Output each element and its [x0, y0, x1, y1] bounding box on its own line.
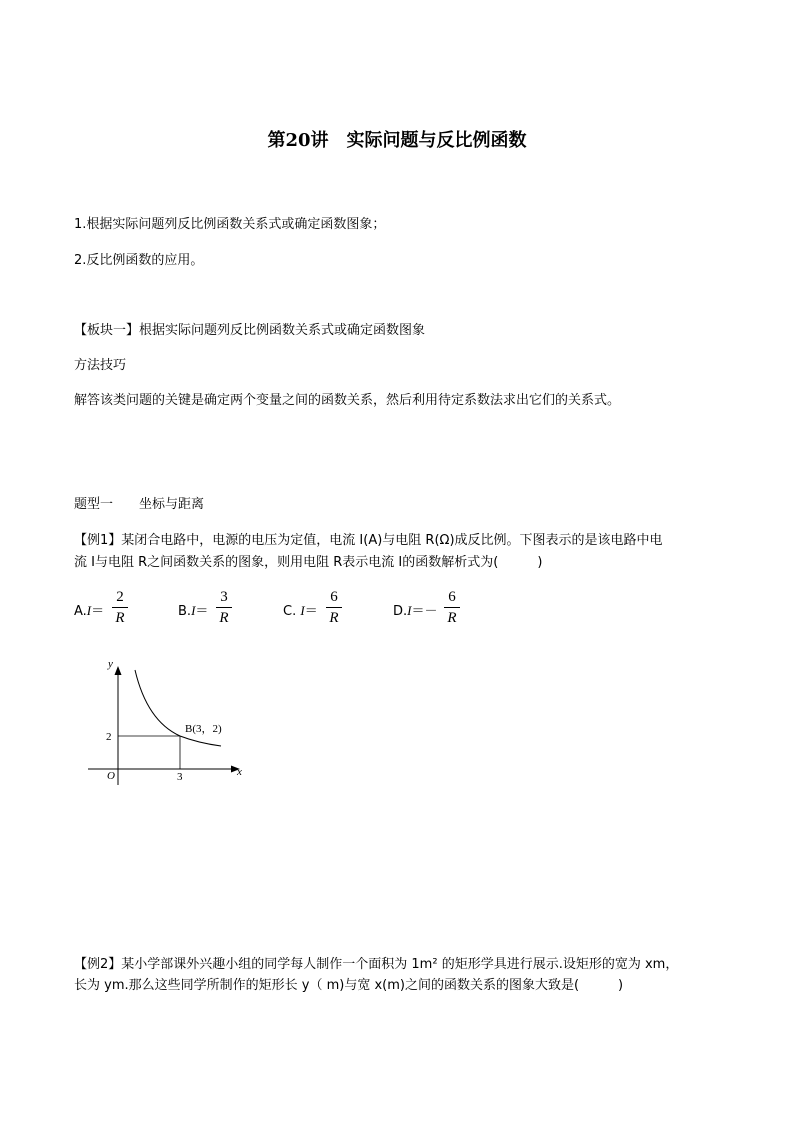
option-d-prefix: D. [393, 604, 408, 619]
x-tick-label: 3 [177, 771, 183, 783]
objective-1: 1.根据实际问题列反比例函数关系式或确定函数图象； [74, 217, 386, 232]
y-axis-arrow [115, 666, 122, 675]
example-1-text-1: 某闭合电路中，电源的电压为定值，电流 I(A)与电阻 R(Ω)成反比例。下图表示的是该电路中电 [121, 533, 663, 548]
method-text: 解答该类问题的关键是确定两个变量之间的函数关系，然后利用待定系数法求出它们的关系式。 [74, 393, 621, 408]
example-2-line-1 [74, 957, 678, 973]
section-heading: 【板块一】根据实际问题列反比例函数关系式或确定函数图象 [74, 323, 426, 338]
method-title: 方法技巧 [74, 358, 127, 373]
example-1-line-2: 流 I与电阻 R之间函数关系的图象，则用电阻 R表示电流 I的函数解析式为( ) [74, 555, 543, 570]
y-axis-label: y [108, 658, 113, 670]
option-c-prefix: C. [283, 604, 301, 619]
option-d: D.I＝－ 6 R [393, 588, 473, 632]
objective-2: 2.反比例函数的应用。 [74, 253, 204, 268]
type-heading: 题型一 坐标与距离 [74, 497, 205, 512]
option-a: A.I＝ 2 R [74, 588, 134, 632]
example-2-tag: 【例2】 [74, 957, 122, 972]
option-b-fraction: 3 R [216, 588, 232, 627]
example-1-tag: 【例1】 [74, 533, 122, 548]
example-2-text-1: 某小学部课外兴趣小组的同学每人制作一个面积为 1m² 的矩形学具进行展示.设矩形的宽为 xm， [121, 957, 679, 972]
y-tick-label: 2 [106, 731, 112, 743]
origin-label: O [107, 770, 115, 782]
option-a-prefix: A. [74, 604, 87, 619]
x-axis-label: x [237, 766, 242, 778]
option-c-fraction: 6 R [326, 588, 342, 627]
option-c: C. I＝ 6 R [283, 588, 353, 632]
example-2-line-2: 长为 ym.那么这些同学所制作的矩形长 y（ m)与宽 x(m)之间的函数关系的图象大致是( ) [74, 978, 624, 993]
inverse-proportion-graph [88, 652, 258, 787]
option-d-fraction: 6 R [444, 588, 460, 627]
option-a-fraction: 2 R [112, 588, 128, 627]
option-b-prefix: B. [178, 604, 192, 619]
option-b: B.I＝ 3 R [178, 588, 238, 632]
point-label: B(3，2) [185, 723, 222, 735]
page-title: 第20讲 实际问题与反比例函数 [267, 130, 527, 151]
example-1-line-1 [74, 533, 663, 549]
